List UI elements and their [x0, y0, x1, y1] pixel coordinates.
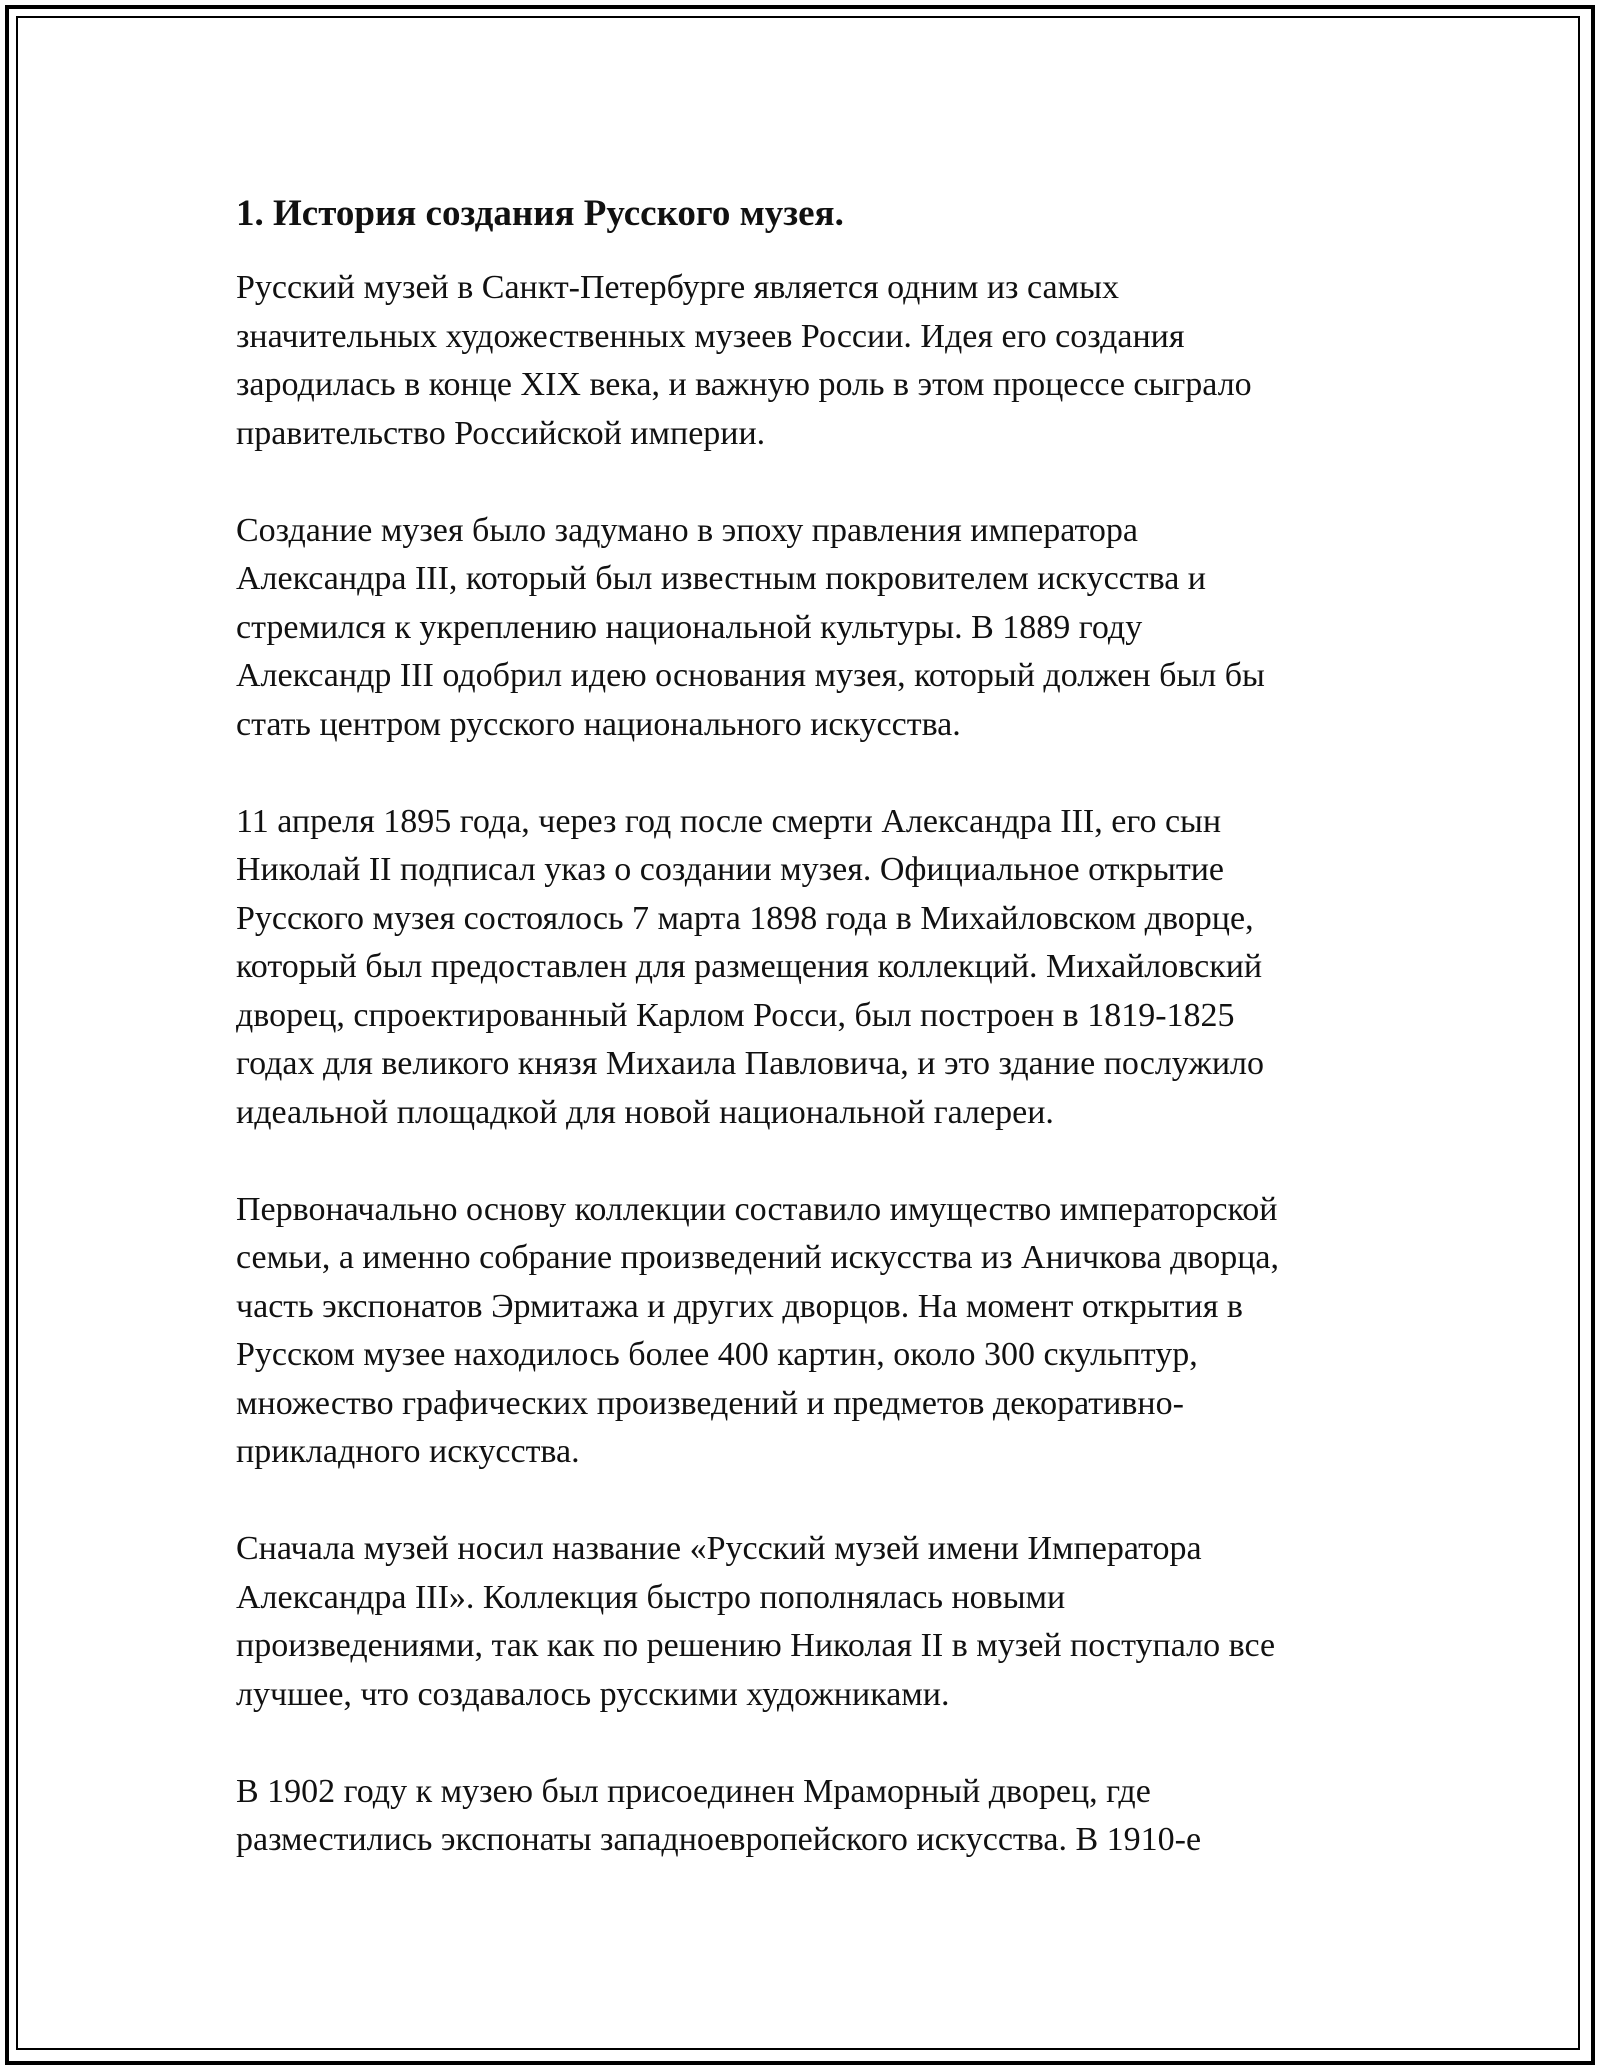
paragraph-5: Сначала музей носил название «Русский музей имени Императора Александра III». Коллекция быстро пополнялась новыми произведениями, так как по решению Николая II в музей поступало все лучшее, что создавалось русскими художниками. — [236, 1530, 1276, 1713]
paragraph-2: Создание музея было задумано в эпоху правления императора Александра III, который был известным покровителем искусства и стремился к укреплению национальной культуры. В 1889 году Александр III одобрил идею основания музея, который должен был бы стать центром русского национального искусства. — [236, 511, 1265, 743]
paragraph-3: 11 апреля 1895 года, через год после смерти Александра III, его сын Николай II подписал указ о создании музея. Официальное открытие Русского музея состоялось 7 марта 1898 года в Михайловском дворце, который был предоставлен для размещения коллекций. Михайловский дворец, спроектированный Карлом Росси, был построен в 1819-1825 годах для великого князя Михаила Павловича, и это здание послужило идеальной площадкой для новой национальной галереи. — [236, 802, 1265, 1131]
paragraph-6: В 1902 году к музею был присоединен Мраморный дворец, где разместились экспонаты западноевропейского искусства. В 1910-е — [236, 1772, 1202, 1858]
paragraph-4: Первоначально основу коллекции составило имущество императорской семьи, а именно собрание произведений искусства из Аничкова дворца, часть экспонатов Эрмитажа и других дворцов. На момент открытия в Русском музее находилось более 400 картин, около 300 скульптур, множество графических произведений и предметов декоративно- прикладного искусства. — [236, 1190, 1279, 1470]
section-heading: 1. История создания Русского музея. — [236, 193, 844, 234]
document-body — [236, 190, 1376, 1913]
paragraph-1: Русский музей в Санкт-Петербурге является одним из самых значительных художественных музеев России. Идея его создания зародилась в конце XIX века, и важную роль в этом процессе сыграло правительство Российской империи. — [236, 269, 1252, 452]
